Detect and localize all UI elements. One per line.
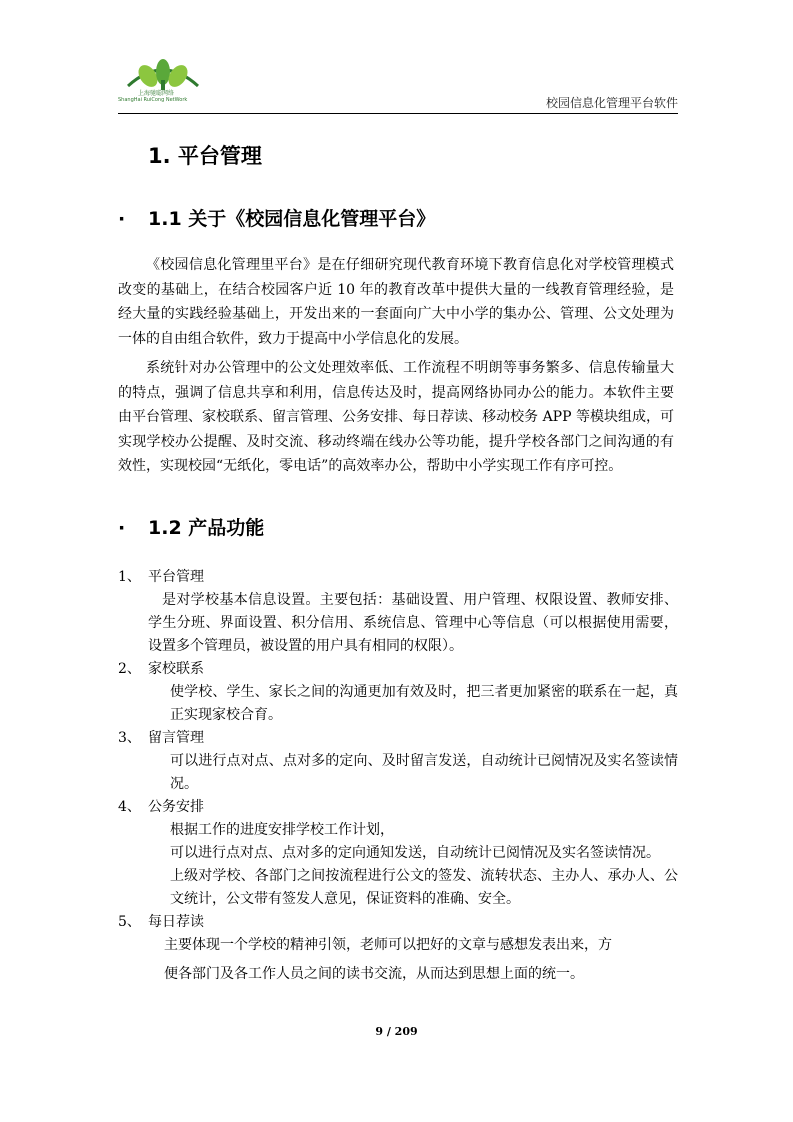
section-heading-1-1 (118, 204, 435, 231)
list-item (118, 658, 678, 727)
feature-list (118, 566, 678, 986)
section-heading-1-2 (118, 513, 264, 540)
logo-english-name: ShangHai RuiCong NetWork (118, 97, 188, 103)
paragraph-intro: 《校园信息化管理里平台》是在仔细研究现代教育环境下教育信息化对学校管理模式改变的基础上，在结合校园客户近 10 年的教育改革中提供大量的一线教育管理经验，是经大量的实践经验基础上，开发出来的一套面向广大中小学的集办公、管理、公文处理为一体的自由组合软件，致力于提高中小学信息化的发展。 (118, 257, 674, 347)
list-item (118, 796, 678, 911)
item-text: 主要体现一个学校的精神引领，老师可以把好的文章与感想发表出来，方 (164, 937, 612, 953)
item-text: 可以进行点对点、点对多的定向、及时留言发送，自动统计已阅情况及实名签读情况。 (170, 753, 678, 792)
bullet-marker: · (118, 517, 126, 539)
item-title: 家校联系 (148, 661, 204, 677)
page-number: 9 / 209 (375, 1025, 418, 1038)
list-item (118, 911, 678, 986)
paragraph-system: 系统针对办公管理中的公文处理效率低、工作流程不明朗等事务繁多、信息传输量大的特点，强调了信息共享和利用，信息传达及时，提高网络协同办公的能力。本软件主要由平台管理、家校联系、留言管理、公务安排、每日荐读、移动校务 APP 等模块组成，可实现学校办公提醒、及时交流、移动终端在线办公等功能，提升学校各部门之间沟通的有效性，实现校园“无纸化，零电话”的高效率办公，帮助中小学实现工作有序可控。 (118, 360, 674, 474)
item-text: 是对学校基本信息设置。主要包括：基础设置、用户管理、权限设置、教师安排、学生分班、界面设置、积分信用、系统信息、管理中心等信息（可以根据使用需要，设置多个管理员，被设置的用户具有相同的权限）。 (148, 592, 678, 654)
item-text: 上级对学校、各部门之间按流程进行公文的签发、流转状态、主办人、承办人、公文统计，公文带有签发人意见，保证资料的准确、安全。 (170, 868, 678, 907)
page-header (118, 52, 678, 112)
item-title: 平台管理 (148, 569, 204, 585)
item-title: 公务安排 (148, 799, 204, 815)
list-item (118, 727, 678, 796)
logo-chinese-name: 上海驰聪网络 (138, 90, 175, 97)
item-title: 留言管理 (148, 730, 204, 746)
header-divider (118, 113, 678, 114)
item-number: 2、 (118, 661, 141, 677)
section-title: 1.1 关于《校园信息化管理平台》 (148, 208, 436, 230)
section-title: 1.2 产品功能 (148, 517, 265, 539)
list-item (118, 566, 678, 658)
item-number: 5、 (118, 914, 141, 930)
item-text: 使学校、学生、家长之间的沟通更加有效及时，把三者更加紧密的联系在一起，真正实现家校合育。 (170, 684, 678, 723)
item-text: 便各部门及各工作人员之间的读书交流，从而达到思想上面的统一。 (164, 966, 584, 982)
item-number: 3、 (118, 730, 141, 746)
chapter-heading: 1. 平台管理 (148, 144, 262, 168)
item-number: 4、 (118, 799, 141, 815)
bullet-marker: · (118, 208, 126, 230)
item-text: 可以进行点对点、点对多的定向通知发送，自动统计已阅情况及实名签读情况。 (170, 845, 660, 861)
company-logo (118, 52, 208, 110)
item-number: 1、 (118, 569, 141, 585)
header-title: 校园信息化管理平台软件 (545, 96, 678, 110)
item-text: 根据工作的进度安排学校工作计划， (170, 822, 394, 838)
item-title: 每日荐读 (148, 914, 204, 930)
